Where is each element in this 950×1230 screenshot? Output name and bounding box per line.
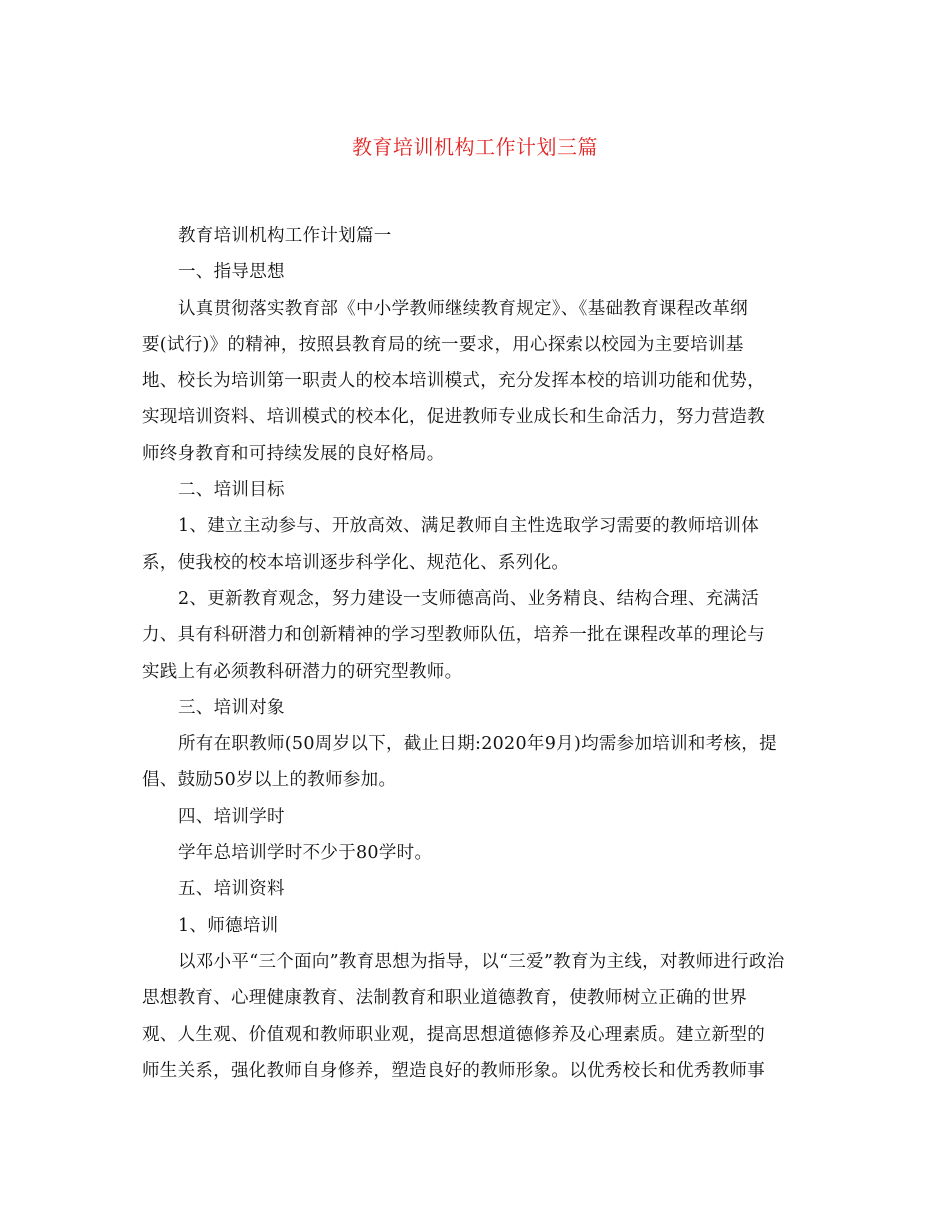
section-heading: 三、培训对象 — [178, 697, 285, 718]
text-line: 认真贯彻落实教育部《中小学教师继续教育规定》、《基础教育课程改革纲 — [178, 298, 748, 319]
text-line: 师生关系，强化教师自身修养，塑造良好的教师形象。以优秀校长和优秀教师事 — [142, 1060, 765, 1081]
text-line: 实践上有必须教科研潜力的研究型教师。 — [142, 661, 463, 682]
text-line: 力、具有科研潜力和创新精神的学习型教师队伍，培养一批在课程改革的理论与 — [142, 625, 765, 646]
subsection-heading: 1、师德培训 — [178, 915, 279, 936]
section-heading: 五、培训资料 — [178, 879, 285, 900]
text-line: 观、人生观、价值观和教师职业观，提高思想道德修养及心理素质。建立新型的 — [142, 1024, 765, 1045]
text-line: 倡、鼓励50岁以上的教师参加。 — [142, 770, 397, 791]
text-line: 地、校长为培训第一职责人的校本培训模式，充分发挥本校的培训功能和优势， — [142, 371, 765, 392]
text-line: 1、建立主动参与、开放高效、满足教师自主性选取学习需要的教师培训体 — [178, 516, 760, 537]
text-line: 要(试行)》的精神，按照县教育局的统一要求，用心探索以校园为主要培训基 — [142, 334, 744, 355]
text-line: 所有在职教师(50周岁以下，截止日期:2020年9月)均需参加培训和考核，提 — [178, 734, 777, 755]
text-line: 系，使我校的校本培训逐步科学化、规范化、系列化。 — [142, 552, 570, 573]
text-line: 教育培训机构工作计划篇一 — [178, 226, 392, 246]
section-heading: 二、培训目标 — [178, 480, 285, 501]
text-line: 实现培训资料、培训模式的校本化，促进教师专业成长和生命活力，努力营造教 — [142, 407, 765, 428]
text-line: 学年总培训学时不少于80学时。 — [178, 843, 433, 864]
text-line: 师终身教育和可持续发展的良好格局。 — [142, 443, 445, 464]
section-heading: 一、指导思想 — [178, 262, 285, 283]
text-line: 2、更新教育观念，努力建设一支师德高尚、业务精良、结构合理、充满活 — [178, 588, 760, 609]
text-line: 思想教育、心理健康教育、法制教育和职业道德教育，使教师树立正确的世界 — [142, 988, 748, 1009]
document-title: 教育培训机构工作计划三篇 — [352, 135, 598, 159]
text-line: 以邓小平“三个面向”教育思想为指导，以“三爱”教育为主线，对教师进行政治 — [178, 951, 785, 972]
section-heading: 四、培训学时 — [178, 806, 285, 827]
document-body — [142, 218, 810, 1089]
